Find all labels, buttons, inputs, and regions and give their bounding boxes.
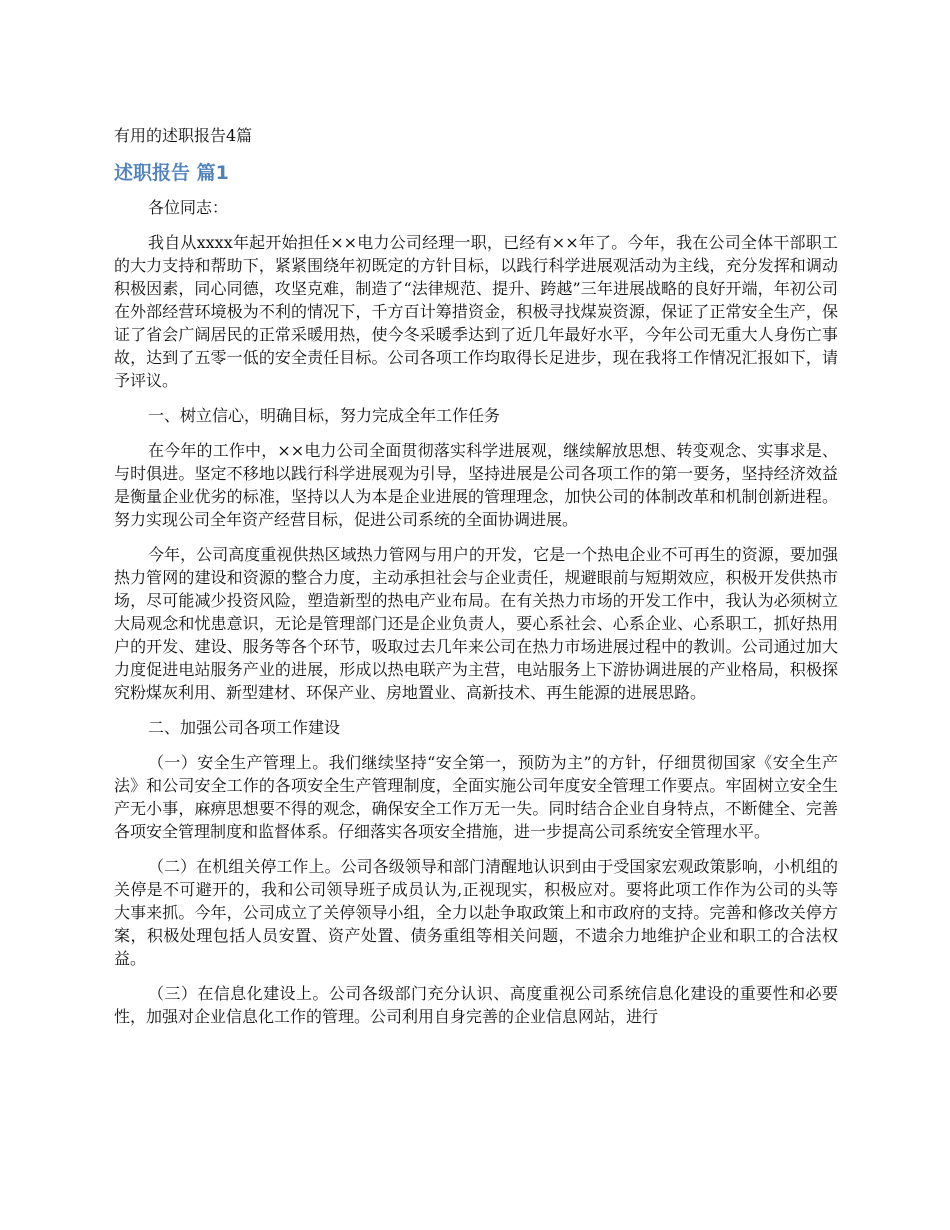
paragraph-heat-market: 今年，公司高度重视供热区域热力管网与用户的开发，它是一个热电企业不可再生的资源，要加强热力管网的建设和资源的整合力度，主动承担社会与企业责任，规避眼前与短期效应，积极开发供热市场，尽可能减少投资风险，塑造新型的热电产业布局。在有关热力市场的开发工作中，我认为必须树立大局观念和忧患意识，无论是管理部门还是企业负责人，要心系社会、心系企业、心系职工，抓好热用户的开发、建设、服务等各个环节，吸取过去几年来公司在热力市场进展过程中的教训。公司通过加大力度促进电站服务产业的进展，形成以热电联产为主营，电站服务上下游协调进展的产业格局，积极探究粉煤灰利用、新型建材、环保产业、房地置业、高新技术、再生能源的进展思路。 <box>114 545 838 702</box>
paragraph-safety: （一）安全生产管理上。我们继续坚持“安全第一，预防为主”的方针，仔细贯彻国家《安全生产法》和公司安全工作的各项安全生产管理制度，全面实施公司年度安全管理工作要点。牢固树立安全生产无小事，麻痹思想要不得的观念，确保安全工作万无一失。同时结合企业自身特点，不断健全、完善各项安全管理制度和监督体系。仔细落实各项安全措施，进一步提高公司系统安全管理水平。 <box>114 753 838 841</box>
paragraph-development: 在今年的工作中，××电力公司全面贯彻落实科学进展观，继续解放思想、转变观念、实事求是、与时俱进。坚定不移地以践行科学进展观为引导，坚持进展是公司各项工作的第一要务，坚持经济效益是衡量企业优劣的标准，坚持以人为本是企业进展的管理理念，加快公司的体制改革和机制创新进程。努力实现公司全年资产经营目标，促进公司系统的全面协调进展。 <box>114 441 838 529</box>
section-heading: 述职报告 篇1 <box>114 162 229 184</box>
paragraph-informatization: （三）在信息化建设上。公司各级部门充分认识、高度重视公司系统信息化建设的重要性和必要性，加强对企业信息化工作的管理。公司利用自身完善的企业信息网站，进行 <box>114 984 838 1026</box>
document-page <box>114 124 838 1040</box>
paragraph-salutation: 各位同志： <box>148 198 229 217</box>
paragraph-unit-shutdown: （二）在机组关停工作上。公司各级领导和部门清醒地认识到由于受国家宏观政策影响，小机组的关停是不可避开的，我和公司领导班子成员认为,正视现实，积极应对。要将此项工作作为公司的头等大事来抓。今年，公司成立了关停领导小组，全力以赴争取政策上和市政府的支持。完善和修改关停方案，积极处理包括人员安置、资产处置、债务重组等相关问题，不遗余力地维护企业和职工的合法权益。 <box>114 857 838 968</box>
document-title: 有用的述职报告4篇 <box>114 126 253 145</box>
subheading-two: 二、加强公司各项工作建设 <box>148 718 341 737</box>
subheading-one: 一、树立信心，明确目标，努力完成全年工作任务 <box>148 406 501 425</box>
paragraph-intro: 我自从xxxx年起开始担任××电力公司经理一职，已经有××年了。今年，我在公司全体干部职工的大力支持和帮助下，紧紧围绕年初既定的方针目标，以践行科学进展观活动为主线，充分发挥和调动积极因素，同心同德，攻坚克难，制造了“法律规范、提升、跨越”三年进展战略的良好开端，年初公司在外部经营环境极为不利的情况下，千方百计筹措资金，积极寻找煤炭资源，保证了正常安全生产，保证了省会广阔居民的正常采暖用热，使今冬采暖季达到了近几年最好水平，今年公司无重大人身伤亡事故，达到了五零一低的安全责任目标。公司各项工作均取得长足进步，现在我将工作情况汇报如下，请予评议。 <box>114 233 838 390</box>
